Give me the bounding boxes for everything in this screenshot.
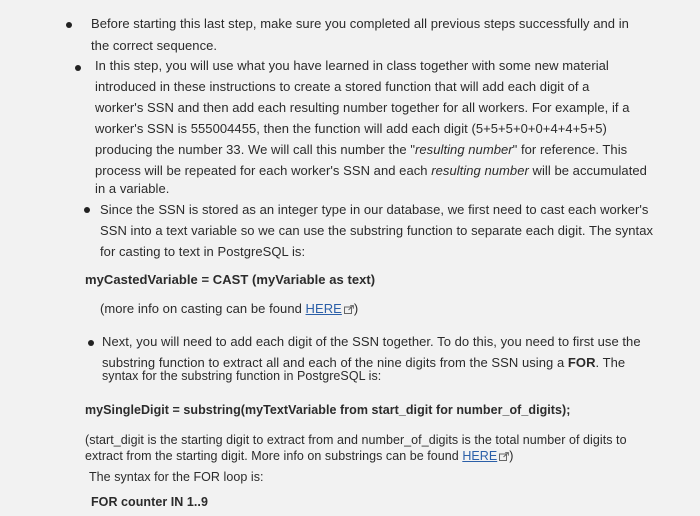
bullet4-line1: Next, you will need to add each digit of the SSN together. To do this, you need to first use the [102, 334, 641, 349]
bullet2-line3: worker's SSN and then add each resulting number together for all workers. For example, if a [95, 100, 630, 115]
bullet3-line2: SSN into a text variable so we can use the substring function to separate each digit. The syntax [100, 223, 654, 238]
bullet2-line6-emphasis: resulting number [431, 163, 529, 178]
bullet2-line6-text-a: process will be repeated for each worker's SSN and each [95, 163, 432, 178]
cast-info-prefix: (more info on casting can be found [100, 301, 306, 316]
bullet4-line2-for: FOR [567, 355, 596, 370]
for-syntax: FOR counter IN 1..9 [91, 495, 208, 509]
substring-info-prefix: extract from the starting digit. More info on substrings can be found [85, 449, 463, 463]
bullet3-line3: for casting to text in PostgreSQL is: [100, 244, 306, 259]
bullet2-line5-text-b: " for reference. This [512, 142, 628, 157]
cast-info-link[interactable]: HERE [305, 301, 342, 316]
substring-info-line1: (start_digit is the starting digit to extract from and number_of_digits is the total number of digits to [85, 433, 627, 447]
bullet1-line1: Before starting this last step, make sure you completed all previous steps successfully and in [91, 16, 629, 31]
bullet2-line6 [95, 161, 647, 181]
bullet2-line5-emphasis: resulting number [415, 142, 513, 157]
substring-syntax: mySingleDigit = substring(myTextVariable from start_digit for number_of_digits); [85, 403, 571, 417]
cast-syntax: myCastedVariable = CAST (myVariable as text) [85, 272, 376, 287]
bullet2-line2: introduced in these instructions to create a stored function that will add each digit of a [95, 79, 590, 94]
bullet2-line4: worker's SSN is 555004455, then the function will add each digit (5+5+5+0+0+4+4+5+5) [95, 121, 607, 136]
bullet4-line2-text-c: . The [595, 355, 626, 370]
bullet-dot [75, 65, 81, 71]
cast-info-suffix: ) [353, 301, 359, 316]
bullet2-line5 [95, 140, 627, 160]
bullet2-line7: in a variable. [95, 181, 170, 196]
for-intro: The syntax for the FOR loop is: [89, 470, 264, 484]
bullet-dot [88, 340, 94, 346]
bullet4-line3: syntax for the substring function in PostgreSQL is: [102, 369, 382, 383]
bullet4-line2-text-a: substring function to extract all and each of the nine digits from the SSN using a [102, 355, 568, 370]
external-link-icon[interactable] [344, 305, 354, 314]
bullet2-line1: In this step, you will use what you have learned in class together with some new material [95, 58, 609, 73]
external-link-icon[interactable] [499, 452, 509, 461]
bullet1-line2: the correct sequence. [91, 38, 218, 53]
cast-info [100, 299, 358, 319]
bullet-dot [66, 22, 72, 28]
substring-info-line2 [85, 446, 513, 466]
substring-info-suffix: ) [509, 449, 514, 463]
bullet-dot [84, 207, 90, 213]
substring-info-link[interactable]: HERE [462, 449, 498, 463]
bullet3-line1: Since the SSN is stored as an integer type in our database, we first need to cast each worker's [100, 202, 649, 217]
bullet2-line6-text-b: will be accumulated [528, 163, 647, 178]
bullet2-line5-text-a: producing the number 33. We will call this number the " [95, 142, 416, 157]
